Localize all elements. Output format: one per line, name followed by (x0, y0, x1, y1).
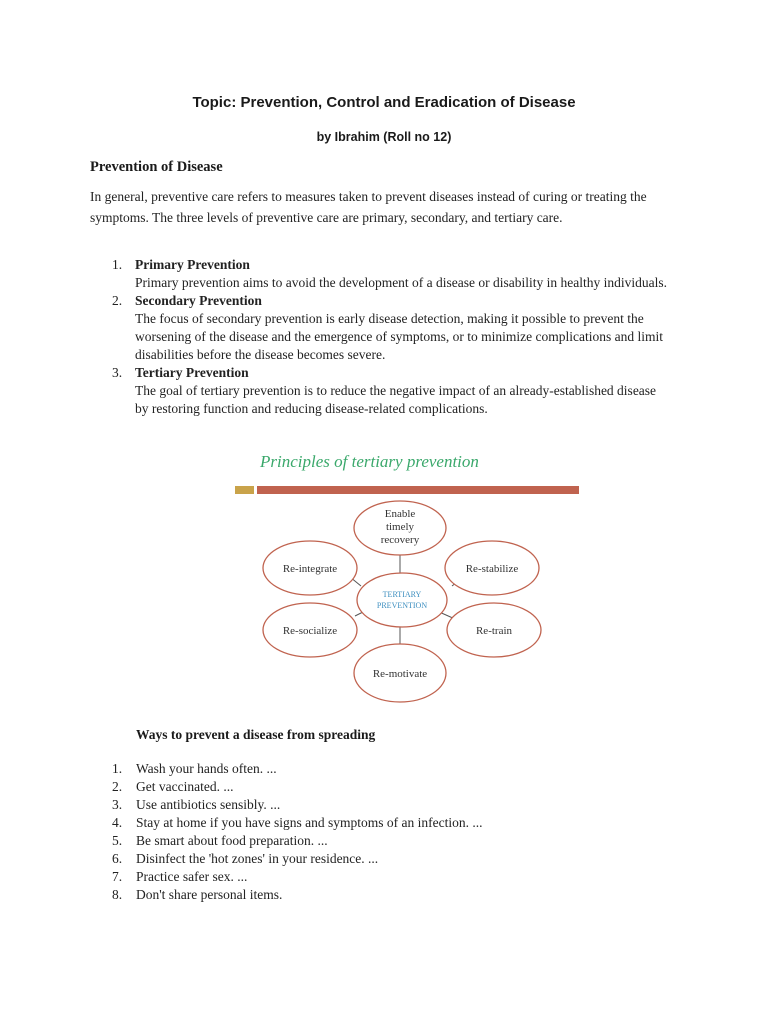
level-text: The focus of secondary prevention is early disease detection, making it possible to prevent the worsening of the disease and the emergence of symptoms, or to minimize complications and limit disabilities before the disease becomes severe. (135, 311, 664, 362)
center-label-line1: TERTIARY (382, 590, 422, 599)
level-title: Secondary Prevention (135, 293, 262, 308)
level-text: The goal of tertiary prevention is to reduce the negative impact of an already-established disease by restoring function and reducing disease-related complications. (135, 383, 657, 416)
section-heading: Prevention of Disease (90, 159, 223, 175)
list-item (90, 832, 690, 850)
list-number: 2. (112, 779, 123, 794)
node-label-top-line3: recovery (380, 534, 420, 546)
way-text: Be smart about food preparation. ... (136, 833, 328, 848)
prevention-levels-list (90, 256, 670, 418)
node-label-reintegrate: Re-integrate (282, 563, 338, 575)
level-text: Primary prevention aims to avoid the development of a disease or disability in healthy individuals. (135, 275, 668, 290)
list-item (90, 850, 690, 868)
node-label-top-line1: Enable (384, 508, 416, 520)
list-number: 1. (112, 257, 123, 272)
intro-paragraph: In general, preventive care refers to measures taken to prevent diseases instead of curing or treating the symptoms. The three levels of preventive care are primary, secondary, and tertiary care. (90, 189, 647, 225)
node-label-top-line2: timely (385, 521, 415, 533)
list-number: 5. (112, 833, 123, 848)
list-item (90, 814, 690, 832)
level-title: Primary Prevention (135, 257, 250, 272)
way-text: Don't share personal items. (136, 887, 283, 902)
list-number: 3. (112, 365, 123, 380)
ways-heading: Ways to prevent a disease from spreading (136, 727, 376, 742)
tertiary-prevention-diagram (230, 450, 580, 710)
way-text: Wash your hands often. ... (136, 761, 277, 776)
list-number: 8. (112, 887, 123, 902)
node-label-restabilize: Re-stabilize (465, 563, 519, 575)
list-number: 4. (112, 815, 123, 830)
gold-bar (235, 486, 254, 494)
ways-list (90, 760, 690, 904)
list-item (90, 778, 690, 796)
page-title: Topic: Prevention, Control and Eradication of Disease (192, 94, 576, 111)
list-item (90, 760, 690, 778)
list-item (90, 868, 690, 886)
list-item (90, 292, 670, 364)
list-number: 3. (112, 797, 123, 812)
rust-bar (257, 486, 579, 494)
node-ellipse-center (357, 573, 447, 627)
way-text: Disinfect the 'hot zones' in your residence. ... (136, 851, 379, 866)
node-label-remotivate: Re-motivate (372, 668, 428, 680)
way-text: Use antibiotics sensibly. ... (136, 797, 281, 812)
list-item (90, 886, 690, 904)
list-item (90, 796, 690, 814)
way-text: Get vaccinated. ... (136, 779, 234, 794)
center-label-line2: PREVENTION (376, 601, 428, 610)
level-title: Tertiary Prevention (135, 365, 249, 380)
way-text: Practice safer sex. ... (136, 869, 248, 884)
diagram-title: Principles of tertiary prevention (260, 452, 479, 471)
list-number: 2. (112, 293, 123, 308)
way-text: Stay at home if you have signs and symptoms of an infection. ... (136, 815, 483, 830)
node-label-retrain: Re-train (475, 625, 513, 637)
list-number: 7. (112, 869, 123, 884)
byline: by Ibrahim (Roll no 12) (316, 130, 452, 144)
node-label-resocialize: Re-socialize (282, 625, 338, 637)
diagram-svg (230, 450, 580, 710)
list-number: 1. (112, 761, 123, 776)
list-number: 6. (112, 851, 123, 866)
list-item (90, 364, 670, 418)
list-item (90, 256, 670, 292)
